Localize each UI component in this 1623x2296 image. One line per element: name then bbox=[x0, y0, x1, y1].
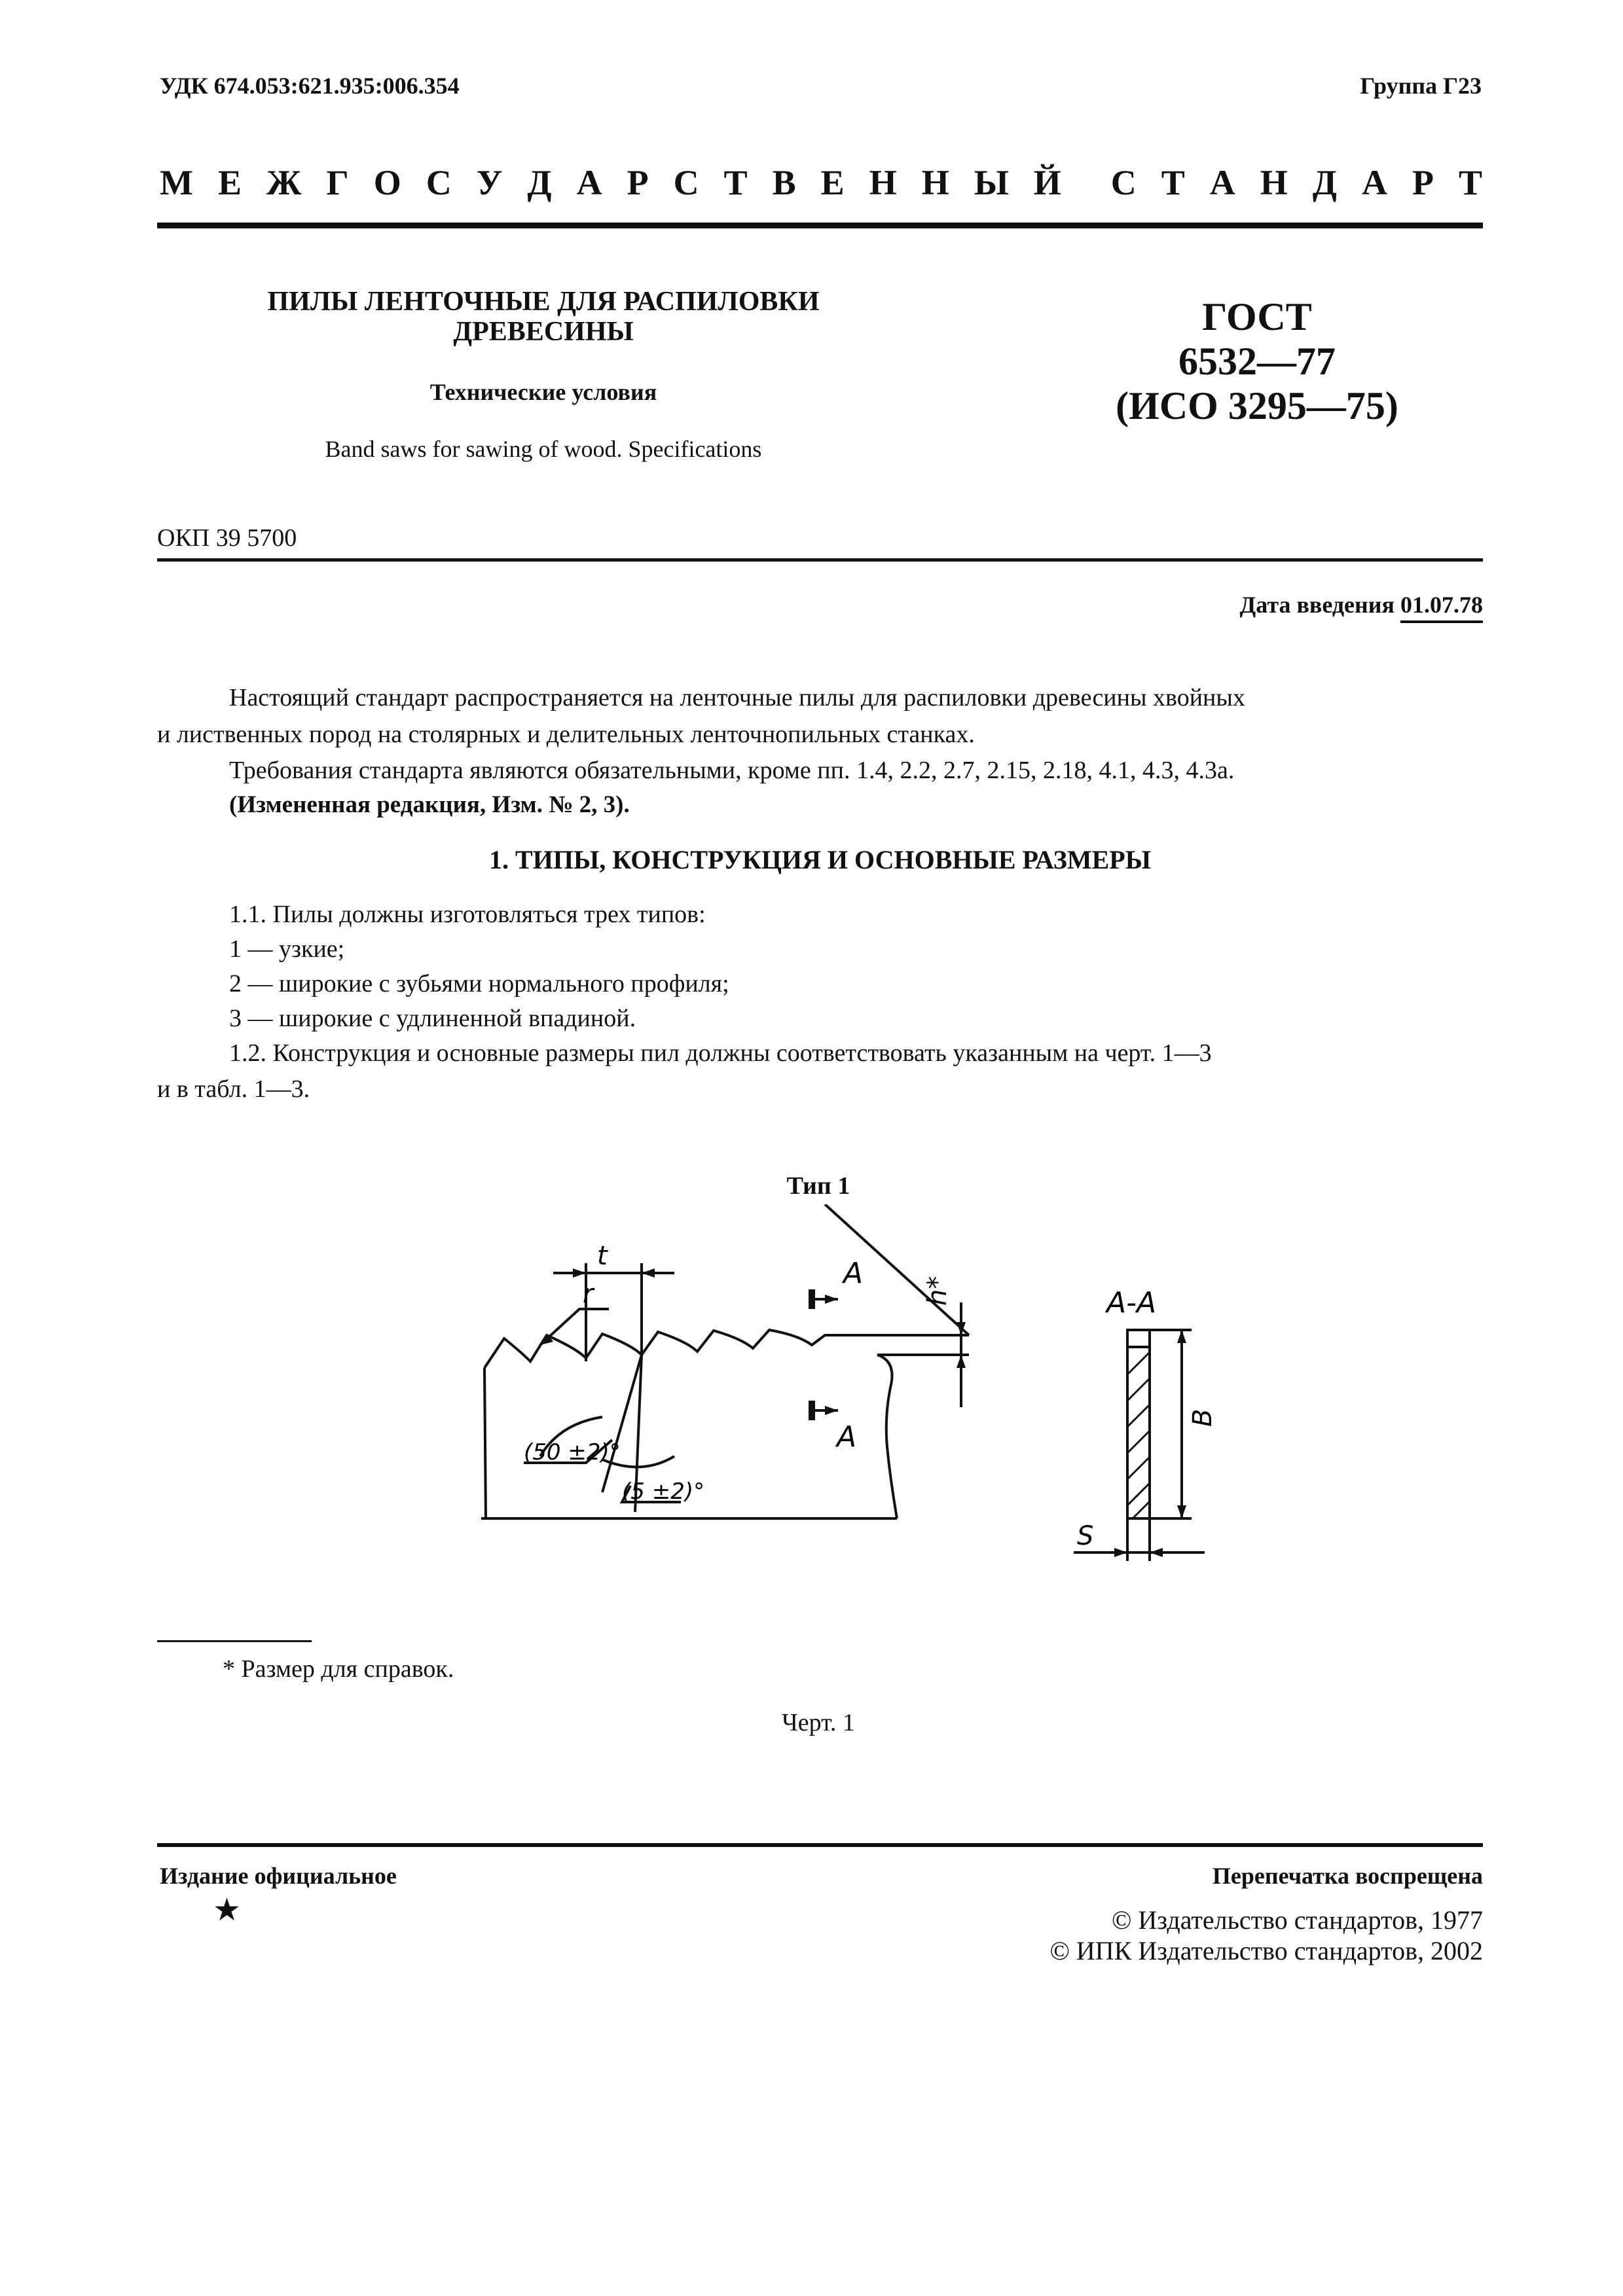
copyright-2002: © ИПК Издательство стандартов, 2002 bbox=[1049, 1936, 1483, 1965]
okp-rule bbox=[157, 558, 1483, 562]
gost-number bbox=[1034, 295, 1480, 428]
section-view-label: A-A bbox=[1106, 1286, 1157, 1319]
clause-1-1: 1.1. Пилы должны изготовляться трех типов: bbox=[229, 901, 706, 928]
heading-letter: Е bbox=[217, 163, 242, 202]
heading-letter: У bbox=[476, 163, 503, 202]
heading-letter: Т bbox=[1161, 163, 1185, 202]
intro-line-1: Настоящий стандарт распространяется на ленточные пилы для распиловки древесины хвойных bbox=[229, 684, 1245, 711]
heading-letter: А bbox=[1361, 163, 1387, 202]
heading-letter: А bbox=[576, 163, 602, 202]
standard-kind-heading bbox=[160, 162, 1482, 203]
heading-letter: Й bbox=[1033, 163, 1061, 202]
angle-5-label: (5 ±2)° bbox=[622, 1479, 705, 1505]
star-icon: ★ bbox=[213, 1893, 242, 1928]
label-section-top: A bbox=[843, 1257, 864, 1290]
gost-code: 6532—77 bbox=[1178, 340, 1336, 383]
english-title: Band saws for sawing of wood. Specifications bbox=[325, 436, 762, 462]
heading-letter: С bbox=[426, 163, 452, 202]
iso-code: (ИСО 3295—75) bbox=[1116, 384, 1398, 427]
label-s: S bbox=[1077, 1521, 1094, 1551]
header-rule bbox=[157, 223, 1483, 228]
effective-date-label: Дата введения bbox=[1239, 592, 1395, 618]
group-code: Группа Г23 bbox=[1360, 73, 1482, 99]
heading-letter: Т bbox=[1458, 163, 1482, 202]
official-edition: Издание официальное bbox=[160, 1863, 397, 1889]
heading-letter: Д bbox=[1312, 163, 1337, 202]
footnote: * Размер для справок. bbox=[223, 1655, 454, 1683]
gost-label: ГОСТ bbox=[1202, 295, 1312, 338]
arrowheads bbox=[540, 1268, 1186, 1557]
heading-letter: М bbox=[160, 163, 193, 202]
okp-code: ОКП 39 5700 bbox=[157, 524, 297, 552]
effective-date bbox=[1240, 591, 1484, 619]
heading-letter: Ы bbox=[974, 163, 1009, 202]
heading-letter: Д bbox=[527, 163, 552, 202]
heading-letter: Г bbox=[326, 163, 349, 202]
title-line-2: ДРЕВЕСИНЫ bbox=[453, 317, 634, 347]
label-b: B bbox=[1188, 1408, 1218, 1427]
copyright-block bbox=[1050, 1905, 1483, 1966]
heading-letter: Е bbox=[820, 163, 845, 202]
section-heading: 1. ТИПЫ, КОНСТРУКЦИЯ И ОСНОВНЫЕ РАЗМЕРЫ bbox=[489, 845, 1151, 874]
intro-line-2: и лиственных пород на столярных и делительных ленточнопильных станках. bbox=[157, 721, 975, 748]
section-hatching bbox=[1127, 1352, 1150, 1518]
udk-code: УДК 674.053:621.935:006.354 bbox=[160, 73, 460, 99]
label-h: h* bbox=[922, 1276, 953, 1306]
angle-50-label: (50 ±2)° bbox=[524, 1439, 621, 1465]
heading-letter: С bbox=[1110, 163, 1137, 202]
heading-letter: Н bbox=[869, 163, 897, 202]
type-2-item: 2 — широкие с зубьями нормального профиля; bbox=[229, 970, 729, 997]
saw-tooth-drawing bbox=[445, 1204, 1218, 1610]
document-subtitle: Технические условия bbox=[429, 379, 657, 405]
heading-letter: Ж bbox=[266, 163, 302, 202]
clause-1-2-line-2: и в табл. 1—3. bbox=[157, 1075, 310, 1103]
heading-letter: С bbox=[673, 163, 699, 202]
label-r: r bbox=[583, 1279, 594, 1309]
heading-letter: Н bbox=[921, 163, 949, 202]
heading-letter: Т bbox=[723, 163, 748, 202]
tooth-profile bbox=[484, 1330, 877, 1368]
heading-letter: Н bbox=[1260, 163, 1288, 202]
requirements-paragraph: Требования стандарта являются обязательными, кроме пп. 1.4, 2.2, 2.7, 2.15, 2.18, 4.1, 4.3, 4.3а. bbox=[229, 757, 1235, 784]
footer-rule bbox=[157, 1843, 1483, 1847]
drawing-caption: Черт. 1 bbox=[782, 1709, 855, 1736]
heading-letter: В bbox=[772, 163, 796, 202]
title-line-1: ПИЛЫ ЛЕНТОЧНЫЕ ДЛЯ РАСПИЛОВКИ bbox=[267, 287, 820, 317]
effective-date-value: 01.07.78 bbox=[1400, 592, 1483, 623]
clause-1-2-line-1: 1.2. Конструкция и основные размеры пил должны соответствовать указанным на черт. 1—3 bbox=[229, 1039, 1212, 1067]
label-t: t bbox=[597, 1241, 608, 1271]
copyright-1977: © Издательство стандартов, 1977 bbox=[1111, 1905, 1483, 1935]
amendment-note: (Измененная редакция, Изм. № 2, 3). bbox=[229, 791, 630, 818]
type-1-item: 1 — узкие; bbox=[229, 935, 345, 963]
heading-letter: Р bbox=[1412, 163, 1434, 202]
type-3-item: 3 — широкие с удлиненной впадиной. bbox=[229, 1005, 636, 1032]
heading-letter: О bbox=[373, 163, 401, 202]
heading-letter: А bbox=[1209, 163, 1235, 202]
footnote-rule bbox=[157, 1640, 312, 1642]
label-section-bottom: A bbox=[837, 1420, 857, 1454]
document-title bbox=[216, 287, 871, 347]
reprint-notice: Перепечатка воспрещена bbox=[1212, 1863, 1483, 1889]
heading-letter: Р bbox=[627, 163, 649, 202]
drawing-type-title: Тип 1 bbox=[786, 1172, 850, 1200]
